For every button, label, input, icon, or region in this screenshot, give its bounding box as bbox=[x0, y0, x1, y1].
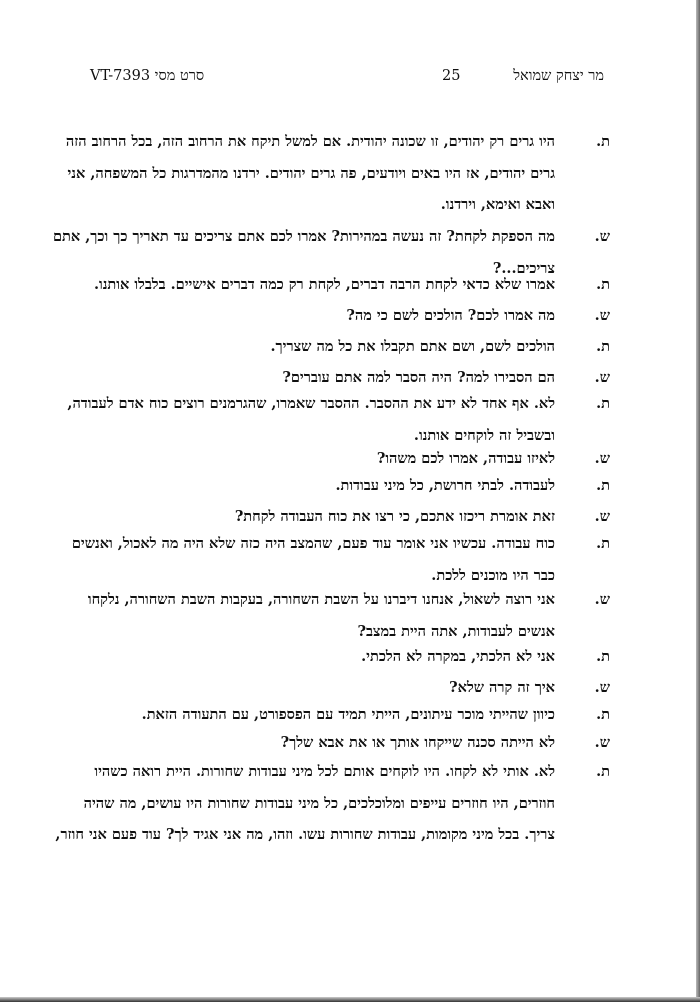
text-line: לא. אף אחד לא ידע את ההסבר. ההסבר שאמרו, שהגרמנים רוצים כוח אדם לעבודה, bbox=[67, 395, 555, 412]
page-number: 25 bbox=[442, 68, 461, 84]
text-line: הולכים לשם, ושם אתם תקבלו את כל מה שצריך. bbox=[270, 338, 555, 355]
speaker-marker: ת. bbox=[596, 338, 610, 355]
entry-text bbox=[55, 756, 555, 851]
text-line: כבר היו מוכנים ללכת. bbox=[431, 566, 555, 584]
text-line: לאיזו עבודה, אמרו לכם משהו? bbox=[376, 450, 555, 467]
speaker-marker: ת. bbox=[596, 535, 610, 552]
text-line: הם הסבירו למה? היה הסבר למה אתם עוברים? bbox=[282, 369, 555, 386]
text-line: צריכים...? bbox=[492, 259, 555, 277]
entry-text bbox=[67, 388, 555, 451]
text-line: לא הייתה סכנה שייקחו אותך או את אבא שלך? bbox=[280, 734, 555, 751]
text-line: אנשים לעבודות, אתה היית במצב? bbox=[357, 622, 555, 640]
speaker-marker: ש. bbox=[594, 508, 610, 525]
entry-text bbox=[125, 331, 555, 363]
text-line: זאת אומרת ריכזו אתכם, כי רצו את כוח העבודה לקחת? bbox=[234, 508, 555, 525]
speaker-name: מר יצחק שמואל bbox=[513, 68, 604, 84]
speaker-marker: ש. bbox=[594, 679, 610, 696]
text-line: לעבודה. לבתי חרושת, כל מיני עבודות. bbox=[335, 477, 555, 494]
text-line: כיוון שהייתי מוכר עיתונים, הייתי תמיד עם הפספורט, עם התעודה הזאת. bbox=[141, 706, 555, 723]
entry-text bbox=[65, 126, 555, 221]
speaker-marker: ת. bbox=[596, 133, 610, 150]
speaker-marker: ת. bbox=[596, 648, 610, 665]
text-line: היו גרים רק יהודים, זו שכונה יהודית. אם למשל תיקח את הרחוב הזה, בכל הרחוב הזה bbox=[65, 133, 555, 150]
entry-text bbox=[125, 727, 555, 759]
speaker-marker: ש. bbox=[594, 591, 610, 608]
text-line: מה הספקת לקחת? זה נעשה במהירות? אמרו לכם אתם צריכים עד תאריך כך וכך, אתם bbox=[52, 228, 555, 245]
entry-text bbox=[71, 528, 555, 591]
text-line: ואבא ואימא, וירדנו. bbox=[440, 196, 555, 213]
entry-text bbox=[87, 584, 555, 647]
entry-text bbox=[125, 470, 555, 502]
entry-text bbox=[125, 300, 555, 332]
text-line: אני לא הלכתי, במקרה לא הלכתי. bbox=[361, 648, 555, 665]
text-line: אמרו שלא כדאי לקחת הרבה דברים, לקחת רק כמה דברים אישיים. בלבלו אותנו. bbox=[93, 276, 555, 293]
text-line: כוח עבודה. עכשיו אני אומר עוד פעם, שהמצב היה כזה שלא היה מה לאכול, ואנשים bbox=[71, 535, 555, 552]
text-line: צריך. בכל מיני מקומות, עבודות שחורות עשו. וזהו, מה אני אגיד לך? עוד פעם אני חוזר, bbox=[55, 826, 555, 843]
speaker-marker: ש. bbox=[594, 228, 610, 245]
speaker-marker: ש. bbox=[594, 734, 610, 751]
speaker-marker: ש. bbox=[594, 369, 610, 386]
speaker-marker: ת. bbox=[596, 477, 610, 494]
text-line: איך זה קרה שלא? bbox=[449, 679, 555, 696]
text-line: חוזרים, היו חוזרים עייפים ומלוכלכים, כל מיני עבודות שחורות היו עושים, מה שהיה bbox=[83, 794, 555, 812]
entry-text bbox=[93, 269, 555, 301]
speaker-marker: ש. bbox=[594, 450, 610, 467]
speaker-marker: ת. bbox=[596, 763, 610, 780]
speaker-marker: ת. bbox=[596, 395, 610, 412]
speaker-marker: ת. bbox=[596, 276, 610, 293]
document-id: סרט מסי VT-7393 bbox=[90, 68, 205, 84]
text-line: ובשביל זה לוקחים אותנו. bbox=[413, 426, 555, 444]
text-line: גרים יהודים, אז היו באים ויודעים, פה גרים יהודים. ירדנו מהמדרגות כל המשפחה, אני bbox=[67, 164, 555, 182]
text-line: אני רוצה לשאול, אנחנו דיברנו על השבת השחורה, בעקבות השבת השחורה, נלקחו bbox=[87, 591, 555, 608]
entry-text bbox=[125, 641, 555, 673]
entry-text bbox=[125, 699, 555, 731]
speaker-marker: ת. bbox=[596, 706, 610, 723]
text-line: מה אמרו לכם? הולכים לשם כי מה? bbox=[346, 307, 555, 324]
speaker-marker: ש. bbox=[594, 307, 610, 324]
text-line: לא. אותי לא לקחו. היו לוקחים אותם לכל מיני עבודות שחורות. היית רואה כשהיו bbox=[94, 763, 555, 780]
